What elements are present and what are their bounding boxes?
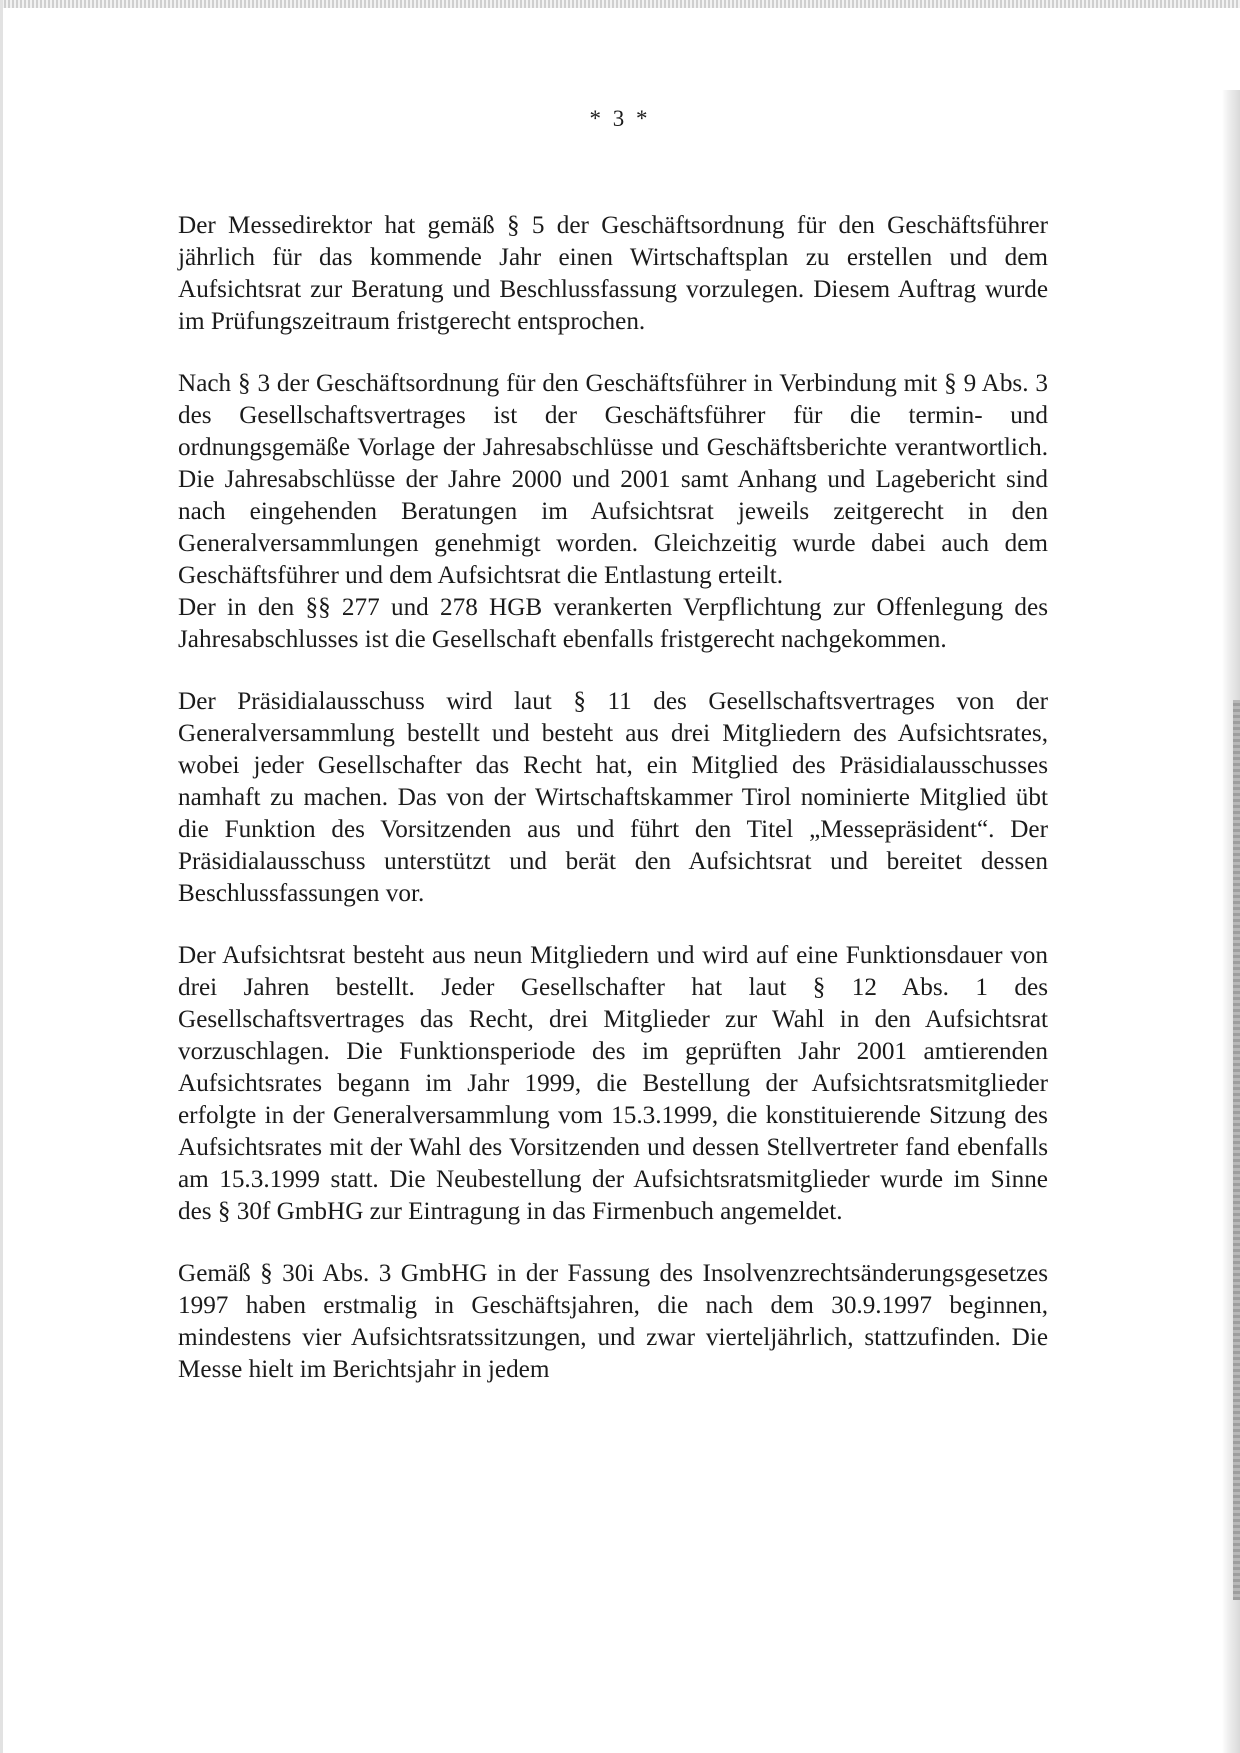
paragraph-aufsichtsrat: Der Aufsichtsrat besteht aus neun Mitgliedern und wird auf eine Funktionsdauer von drei Jahren bestellt. Jeder Gesellschafter hat laut § 12 Abs. 1 des Gesellschaftsvertrages das Recht, drei Mitglieder zur Wahl in den Aufsichtsrat vorzuschlagen. Die Funktionsperiode des im geprüften Jahr 2001 amtierenden Aufsichtsrates begann im Jahr 1999, die Bestellung der Aufsichtsratsmitglieder erfolgte in der Generalversammlung vom 15.3.1999, die konstituierende Sitzung des Aufsichtsrates mit der Wahl des Vorsitzenden und dessen Stellvertreter fand ebenfalls am 15.3.1999 statt. Die Neubestellung der Aufsichtsratsmitglieder wurde im Sinne des § 30f GmbHG zur Eintragung in das Firmenbuch angemeldet. <box>178 942 1048 1225</box>
body-text <box>178 210 1048 1386</box>
scan-shadow-right <box>1233 700 1240 1600</box>
paragraph-jahresabschluesse: Nach § 3 der Geschäftsordnung für den Geschäftsführer in Verbindung mit § 9 Abs. 3 des Gesellschaftsvertrages ist der Geschäftsführer für die termin- und ordnungsgemäße Vorlage der Jahresabschlüsse und Geschäftsberichte verantwortlich. Die Jahresabschlüsse der Jahre 2000 und 2001 samt Anhang und Lagebericht sind nach eingehenden Beratungen im Aufsichtsrat jeweils zeitgerecht in den Generalversammlungen genehmigt worden. Gleichzeitig wurde dabei auch dem Geschäftsführer und dem Aufsichtsrat die Entlastung erteilt. <box>178 370 1048 589</box>
paragraph-wirtschaftsplan: Der Messedirektor hat gemäß § 5 der Geschäftsordnung für den Geschäftsführer jährlich für das kommende Jahr einen Wirtschaftsplan zu erstellen und dem Aufsichtsrat zur Beratung und Beschlussfassung vorzulegen. Diesem Auftrag wurde im Prüfungszeitraum fristgerecht entsprochen. <box>178 212 1048 335</box>
paragraph-offenlegung: Der in den §§ 277 und 278 HGB verankerten Verpflichtung zur Offenlegung des Jahresabschlusses ist die Gesellschaft ebenfalls fristgerecht nachgekommen. <box>178 594 1048 653</box>
paragraph-praesidialausschuss: Der Präsidialausschuss wird laut § 11 des Gesellschaftsvertrages von der Generalversammlung bestellt und besteht aus drei Mitgliedern des Aufsichtsrates, wobei jeder Gesellschafter das Recht hat, ein Mitglied des Präsidialausschusses namhaft zu machen. Das von der Wirtschaftskammer Tirol nominierte Mitglied übt die Funktion des Vorsitzenden aus und führt den Titel „Messepräsident“. Der Präsidialausschuss unterstützt und berät den Aufsichtsrat und bereitet dessen Beschlussfassungen vor. <box>178 688 1048 907</box>
page-number: * 3 * <box>589 106 651 131</box>
scan-edge-left <box>0 0 3 1753</box>
paragraph-aufsichtsratssitzungen: Gemäß § 30i Abs. 3 GmbHG in der Fassung des Insolvenzrechtsänderungsgesetzes 1997 haben erstmalig in Geschäftsjahren, die nach dem 30.9.1997 beginnen, mindestens vier Aufsichtsratssitzungen, und zwar vierteljährlich, stattzufinden. Die Messe hielt im Berichtsjahr in jedem <box>178 1260 1048 1383</box>
scan-edge-top <box>0 0 1240 8</box>
